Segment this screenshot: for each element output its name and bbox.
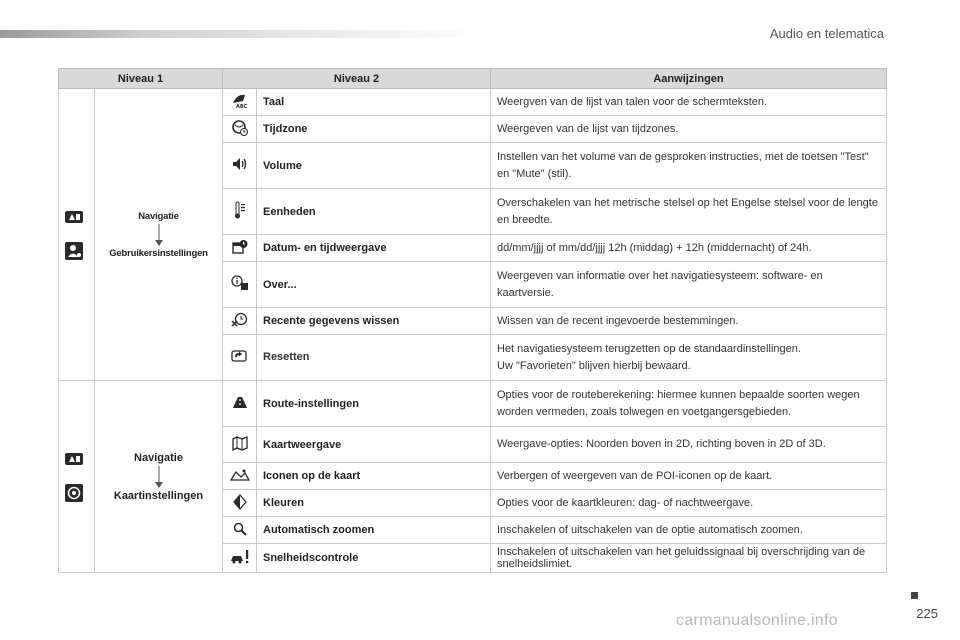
setting-description: Wissen van de recent ingevoerde bestemmingen.	[491, 308, 887, 335]
level1-label-line2: Kaartinstellingen	[113, 489, 204, 502]
info-icon	[223, 262, 257, 308]
map-view-icon	[223, 427, 257, 463]
volume-icon	[223, 143, 257, 189]
setting-label: Snelheidscontrole	[257, 544, 491, 573]
setting-description: Weergeven van informatie over het navigatiesysteem: software- en kaartversie.	[491, 262, 887, 308]
column-header: Aanwijzingen	[491, 69, 887, 89]
setting-label: Kaartweergave	[257, 427, 491, 463]
setting-description: Weergeven van de lijst van tijdzones.	[491, 116, 887, 143]
setting-label: Volume	[257, 143, 491, 189]
setting-description: Inschakelen of uitschakelen van de optie automatisch zoomen.	[491, 517, 887, 544]
setting-label: Over...	[257, 262, 491, 308]
level1-label-line1: Navigatie	[138, 210, 179, 222]
navigation-icon	[65, 452, 88, 466]
reset-icon	[223, 335, 257, 381]
setting-description: Weergave-opties: Noorden boven in 2D, richting boven in 2D of 3D.	[491, 427, 887, 463]
setting-label-cell: Resetten	[257, 335, 491, 381]
datetime-icon	[223, 235, 257, 262]
setting-description: Instellen van het volume van de gesproken instructies, met de toetsen "Test" en "Mute" (stil).	[491, 143, 887, 189]
setting-label: Taal	[257, 89, 491, 116]
level1-label	[95, 89, 223, 381]
column-header: Niveau 1	[59, 69, 223, 89]
watermark: carmanualsonline.info	[676, 612, 838, 629]
setting-label: Automatisch zoomen	[257, 517, 491, 544]
svg-text:ABC: ABC	[235, 103, 247, 109]
colors-icon	[223, 490, 257, 517]
setting-description: Opties voor de routeberekening: hiermee kunnen bepaalde soorten wegen worden vermeden, zoals tolwegen en voetgangersgebieden.	[491, 381, 887, 427]
map-settings-icon	[65, 484, 88, 502]
column-header: Niveau 2	[223, 69, 491, 89]
setting-description: Opties voor de kaartkleuren: dag- of nachtweergave.	[491, 490, 887, 517]
setting-label: Tijdzone	[257, 116, 491, 143]
level1-label-line1: Navigatie	[134, 451, 183, 464]
timezone-icon	[223, 116, 257, 143]
map-poi-icon	[223, 463, 257, 490]
arrow-down-icon	[154, 224, 164, 246]
setting-description-line1: Het navigatiesysteem terugzetten op de standaardinstellingen.	[497, 342, 801, 355]
clear-history-icon	[223, 308, 257, 335]
settings-table	[58, 68, 887, 573]
setting-description: dd/mm/jjjj of mm/dd/jjjj 12h (middag) + 12h (middernacht) of 24h.	[491, 235, 887, 262]
navigation-icon	[65, 210, 88, 224]
route-settings-icon	[223, 381, 257, 427]
setting-label: Kleuren	[257, 490, 491, 517]
table-row	[59, 381, 887, 427]
setting-label: Datum- en tijdweergave	[257, 235, 491, 262]
level1-icons	[59, 89, 95, 381]
user-settings-icon	[65, 242, 88, 260]
table-row	[59, 89, 887, 116]
level1-icons	[59, 381, 95, 573]
table-header-row	[59, 69, 887, 89]
setting-description: Overschakelen van het metrische stelsel op het Engelse stelsel voor de lengte en breedte.	[491, 189, 887, 235]
setting-description: Verbergen of weergeven van de POI-iconen op de kaart.	[491, 463, 887, 490]
arrow-down-icon	[154, 466, 164, 488]
auto-zoom-icon	[223, 517, 257, 544]
setting-label: Recente gegevens wissen	[257, 308, 491, 335]
section-title: Audio en telematica	[769, 26, 884, 41]
setting-description	[491, 335, 887, 381]
setting-description: Weergven van de lijst van talen voor de schermteksten.	[491, 89, 887, 116]
language-icon	[223, 89, 257, 116]
setting-label: Iconen op de kaart	[257, 463, 491, 490]
header-gradient-bar	[0, 30, 480, 38]
speed-check-icon	[223, 544, 257, 573]
setting-description-line2: Uw "Favorieten" blijven hierbij bewaard.	[497, 359, 691, 372]
setting-description: Inschakelen of uitschakelen van het geluidssignaal bij overschrijding van de snelheidslimiet.	[491, 544, 887, 573]
setting-label: Eenheden	[257, 189, 491, 235]
page-number: 225	[916, 606, 938, 621]
level1-label	[95, 381, 223, 573]
setting-label: Route-instellingen	[257, 381, 491, 427]
level1-label-line2: Gebruikersinstellingen	[109, 247, 208, 259]
page-marker	[911, 592, 918, 599]
units-icon	[223, 189, 257, 235]
